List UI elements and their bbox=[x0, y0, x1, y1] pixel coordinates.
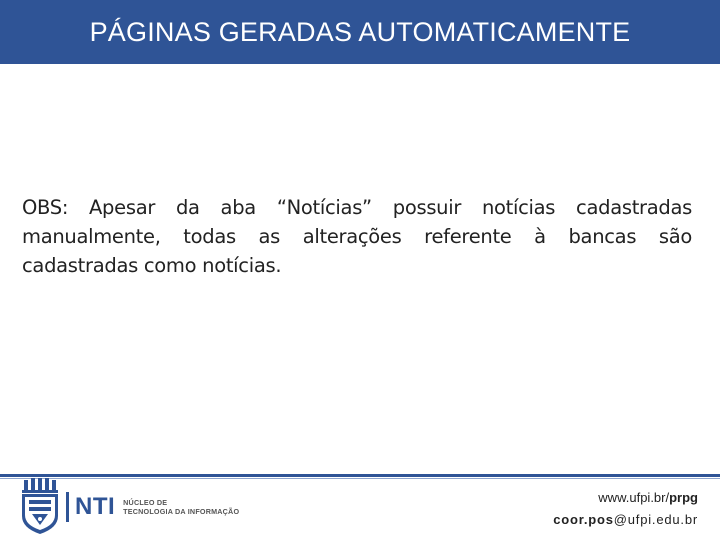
contact-email bbox=[553, 509, 698, 531]
nti-subtitle-line2: TECNOLOGIA DA INFORMAÇÃO bbox=[123, 507, 240, 516]
footer-divider bbox=[0, 474, 720, 477]
contact-website-suffix: prpg bbox=[669, 490, 698, 505]
contact-website-prefix: www.ufpi.br/ bbox=[598, 490, 670, 505]
contact-email-domain: @ufpi.edu.br bbox=[613, 512, 698, 527]
slide-body-text: OBS: Apesar da aba “Notícias” possuir notícias cadastradas manualmente, todas as alterações referente à bancas são cadastradas como notícias. bbox=[22, 196, 692, 277]
nti-logo-bar bbox=[66, 492, 69, 522]
footer-divider-thin bbox=[0, 478, 720, 479]
ufpi-crest-icon bbox=[16, 478, 62, 536]
contact-website bbox=[553, 487, 698, 509]
nti-name: NTI bbox=[75, 493, 116, 520]
contact-info bbox=[553, 487, 698, 531]
slide-title: PÁGINAS GERADAS AUTOMATICAMENTE bbox=[89, 16, 631, 47]
nti-subtitle-line1: NÚCLEO DE bbox=[123, 498, 168, 507]
contact-email-user: coor.pos bbox=[553, 512, 614, 527]
nti-logo bbox=[66, 490, 239, 524]
nti-subtitle bbox=[123, 498, 239, 516]
title-bar bbox=[0, 0, 720, 64]
